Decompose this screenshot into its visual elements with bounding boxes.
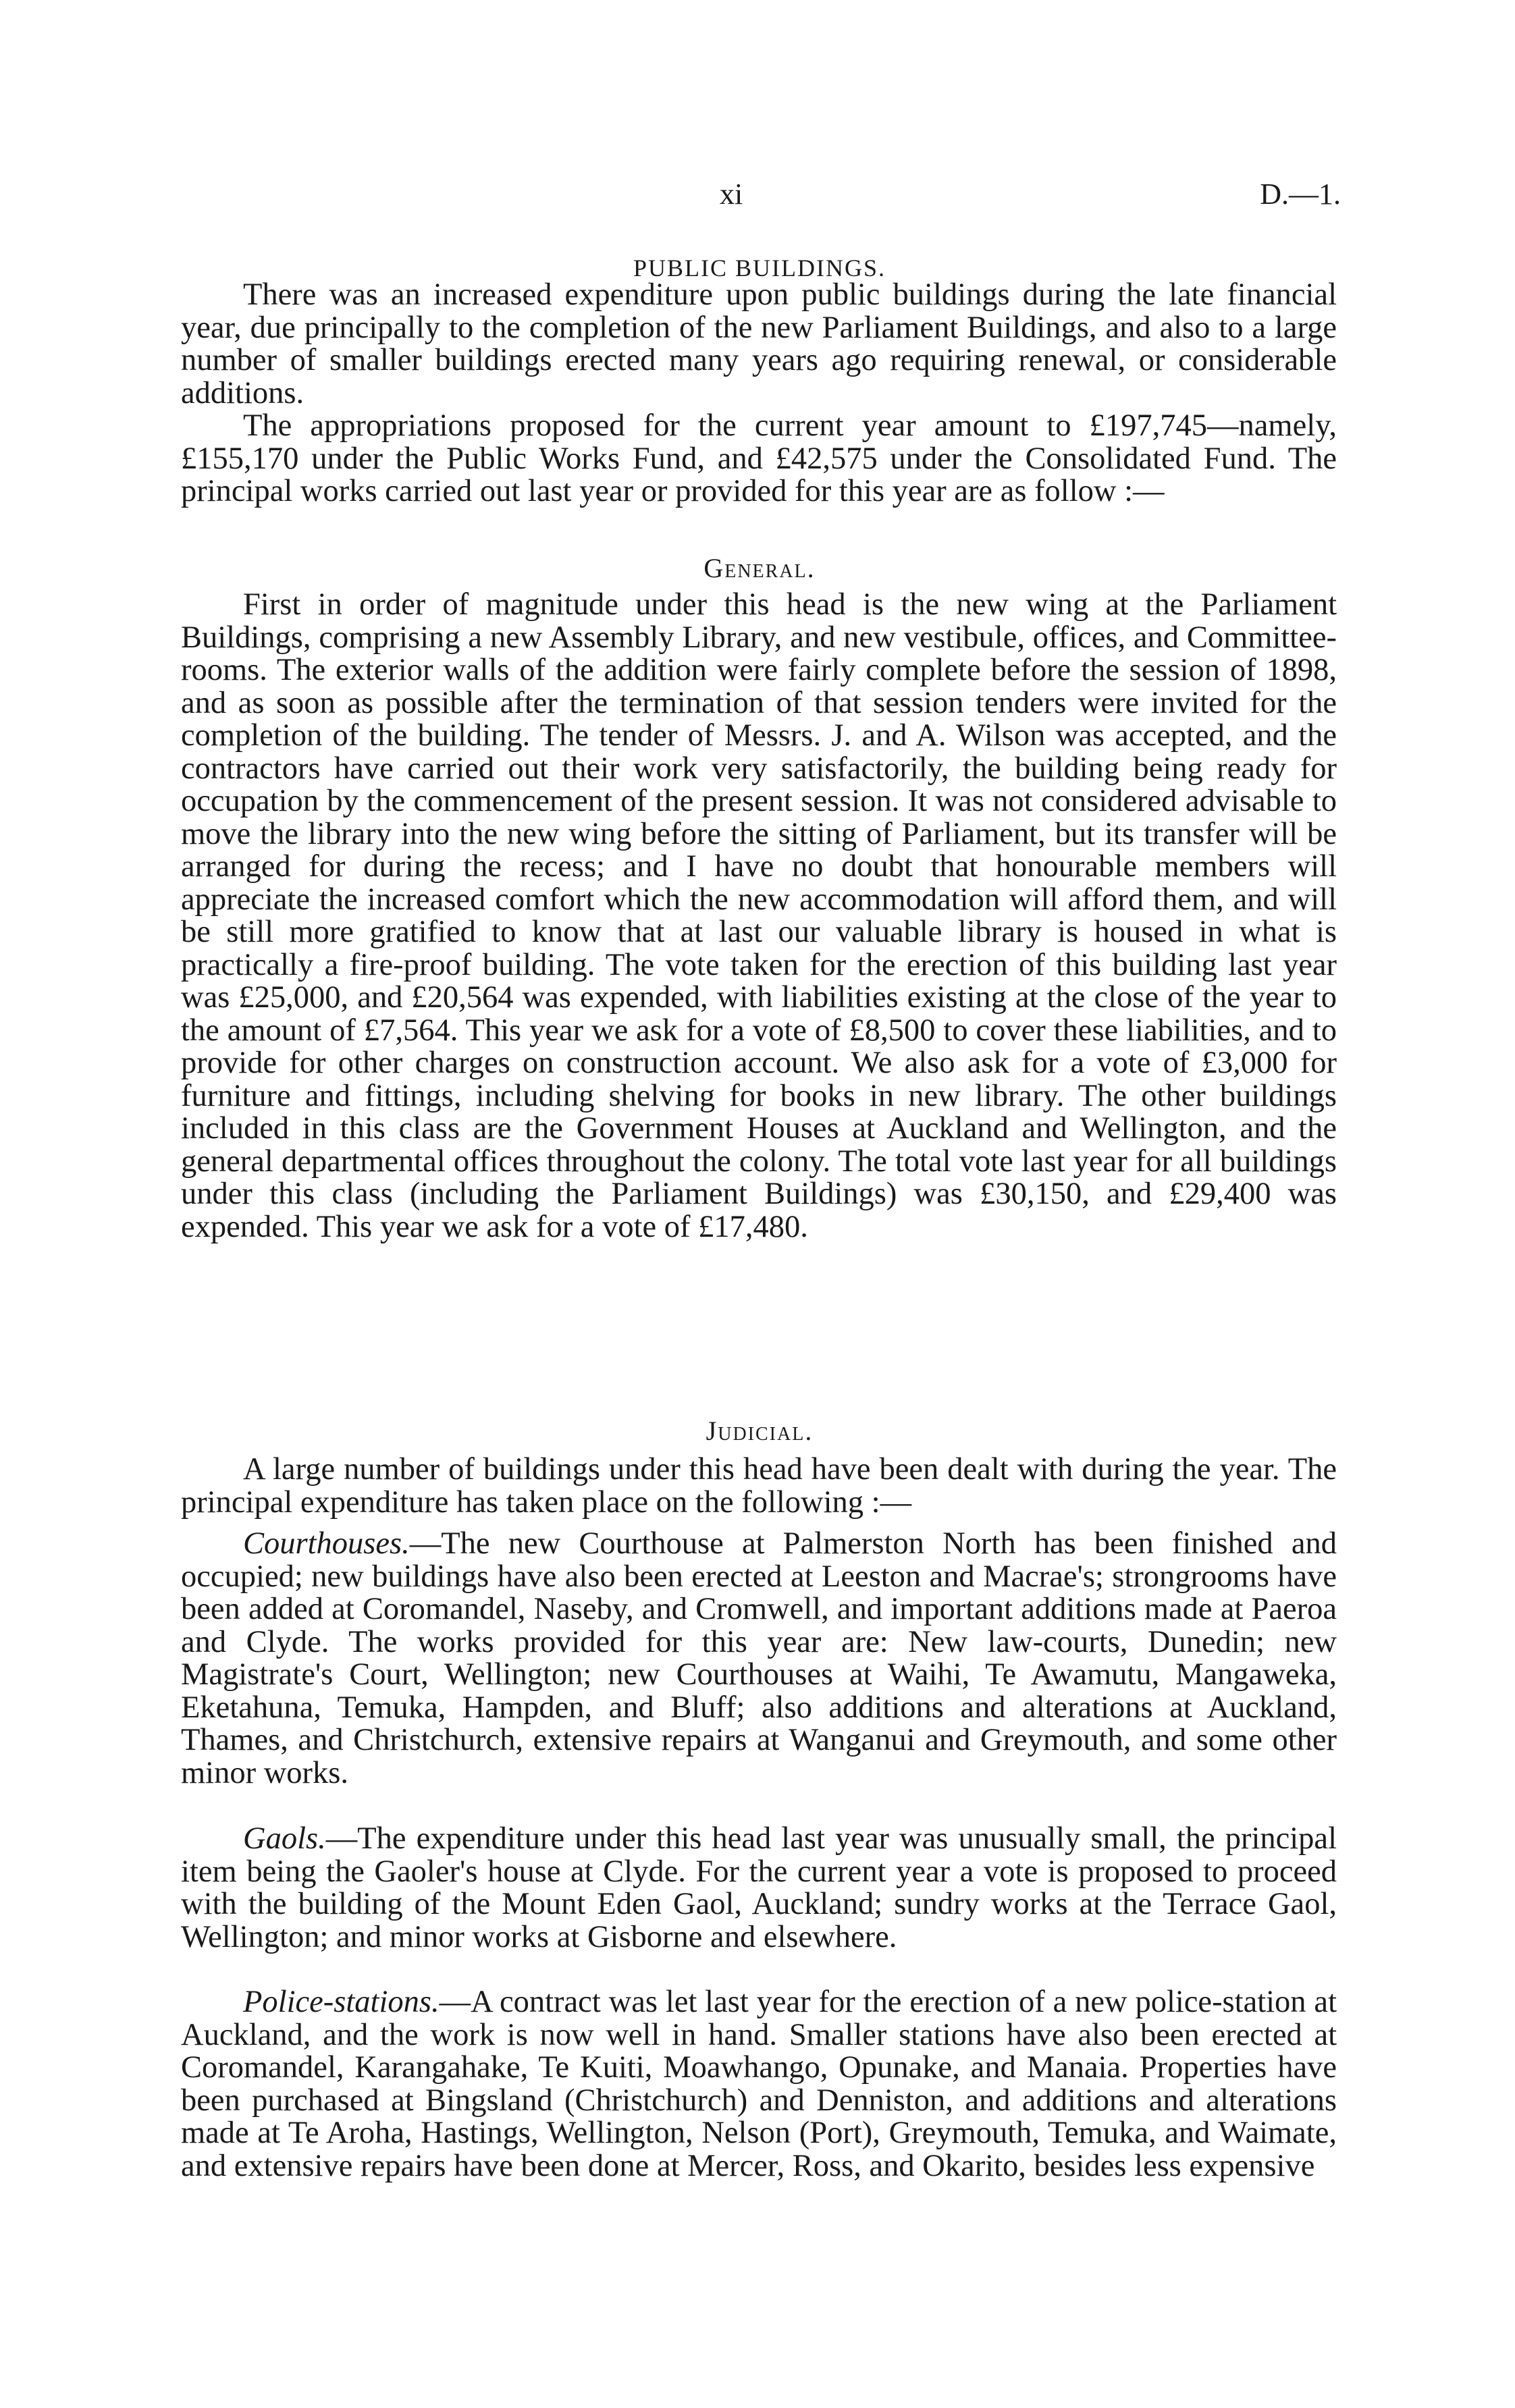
police-text: —A contract was let last year for the erection of a new police-station at Auckland, and the work is now well in hand. Smaller stations have also been erected at Coromandel, Karangahake, Te Kuiti, Moawhango, Opunake, and Manaia. Properties have been purchased at Bingsland (Christchurch) and Denniston, and additions and alterations made at Te Aroha, Hastings, Wellington, Nelson (Port), Greymouth, Temuka, and Waimate, and extensive repairs have been done at Mercer, Ross, and Okarito, besides less expensive [181,1985,1337,2183]
section-title: PUBLIC BUILDINGS. [633,255,886,282]
general-heading: General. [703,553,816,583]
courthouses-paragraph [181,1528,1337,1790]
police-label: Police-stations. [243,1985,440,2019]
intro-paragraph-2: The appropriations proposed for the current year amount to £197,745—namely, £155,170 under the Public Works Fund, and £42,575 under the Consolidated Fund. The principal works carried out last year or provided for this year are as follow :— [181,408,1337,508]
gaols-paragraph [181,1823,1337,1954]
intro-block [181,279,1337,508]
judicial-intro-paragraph: A large number of buildings under this head have been dealt with during the year. The principal expenditure has taken place on the following :— [181,1452,1337,1520]
courthouses-text: —The new Courthouse at Palmerston North has been finished and occupied; new buildings have also been erected at Leeston and Macrae's; strongrooms have been added at Coromandel, Naseby, and Cromwell, and important additions made at Paeroa and Clyde. The works provided for this year are: New law-courts, Dunedin; new Magistrate's Court, Wellington; new Courthouses at Waihi, Te Awamutu, Mangaweka, Eketahuna, Temuka, Hampden, and Bluff; also additions and alterations at Auckland, Thames, and Christchurch, extensive repairs at Wanganui and Greymouth, and some other minor works. [181,1526,1337,1790]
page-header [0,177,1515,224]
general-block [181,589,1337,1243]
judicial-heading: Judicial. [706,1416,814,1446]
intro-paragraph-1: There was an increased expenditure upon public buildings during the late financial year, due principally to the completion of the new Parliament Buildings, and also to a large number of smaller buildings erected many years ago requiring renewal, or considerable additions. [181,277,1337,410]
courthouses-label: Courthouses. [243,1526,410,1561]
courthouses-block [181,1528,1337,1790]
judicial-block [181,1453,1337,1519]
police-paragraph [181,1986,1337,2183]
gaols-text: —The expenditure under this head last year was unusually small, the principal item being the Gaoler's house at Clyde. For the current year a vote is proposed to proceed with the building of the Mount Eden Gaol, Auckland; sundry works at the Terrace Gaol, Wellington; and minor works at Gisborne and elsewhere. [181,1821,1337,1954]
gaols-label: Gaols. [243,1821,326,1856]
page-number: xi [720,178,743,211]
document-reference: D.—1. [1260,178,1341,211]
gaols-block [181,1823,1337,1954]
general-paragraph: First in order of magnitude under this head is the new wing at the Parliament Buildings, comprising a new Assembly Library, and new vestibule, offices, and Committee-rooms. The exterior walls of the addition were fairly complete before the session of 1898, and as soon as possible after the termination of that session tenders were invited for the completion of the building. The tender of Messrs. J. and A. Wilson was accepted, and the contractors have carried out their work very satisfactorily, the building being ready for occupation by the commencement of the present session. It was not considered advisable to move the library into the new wing before the sitting of Parliament, but its transfer will be arranged for during the recess; and I have no doubt that honourable members will appreciate the increased comfort which the new accommodation will afford them, and will be still more gratified to know that at last our valuable library is housed in what is practically a fire-proof building. The vote taken for the erection of this building last year was £25,000, and £20,564 was expended, with liabilities existing at the close of the year to the amount of £7,564. This year we ask for a vote of £8,500 to cover these liabilities, and to provide for other charges on construction account. We also ask for a vote of £3,000 for furniture and fittings, including shelving for books in new library. The other buildings included in this class are the Government Houses at Auckland and Wellington, and the general departmental offices throughout the colony. The total vote last year for all buildings under this class (including the Parliament Buildings) was £30,150, and £29,400 was expended. This year we ask for a vote of £17,480. [181,587,1337,1244]
police-block [181,1986,1337,2183]
